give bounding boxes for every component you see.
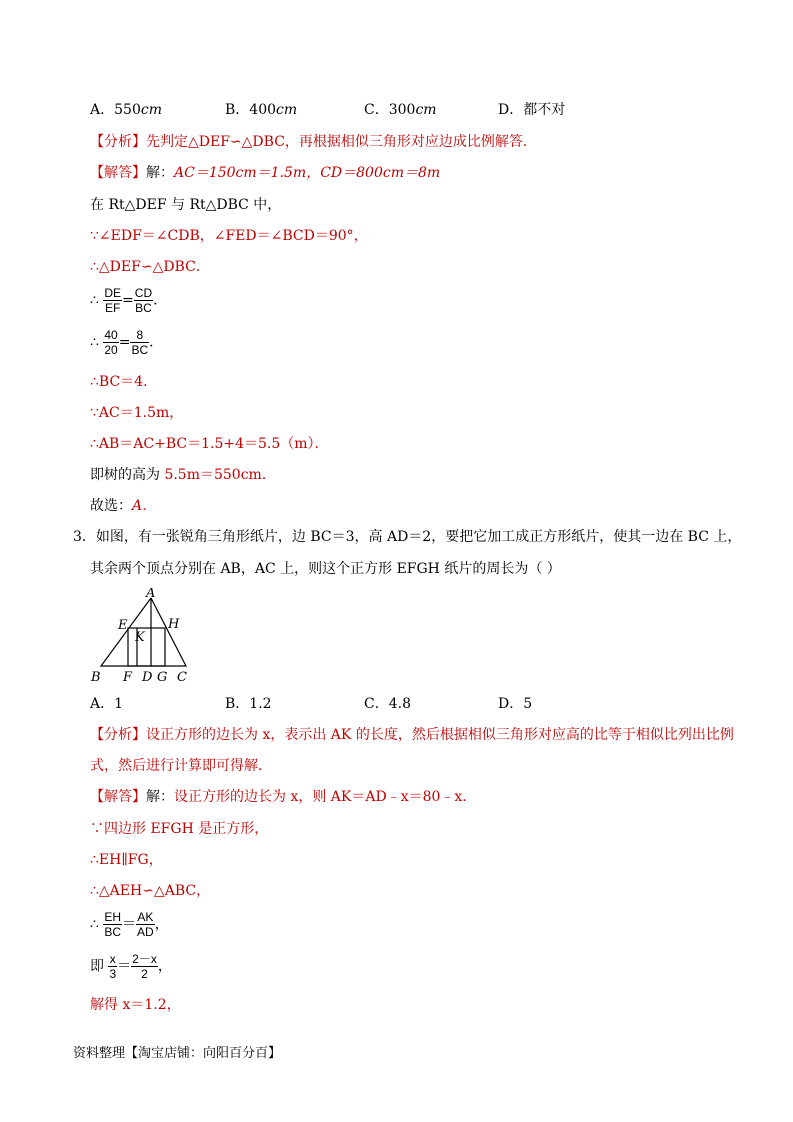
square-efgh	[128, 628, 165, 666]
q2-solution-line: ∴△DEF∽△DBC．	[90, 259, 210, 275]
label-b: B	[91, 670, 101, 684]
q3-solution-line: 解得 x＝1.2，	[90, 997, 181, 1013]
q2-solution-line: ∴AB＝AC+BC＝1.5+4＝5.5（m）．	[90, 436, 329, 452]
triangle-figure	[86, 588, 196, 684]
q3-analysis: 【分析】设正方形的边长为 x，表示出 AK 的长度，然后根据相似三角形对应高的比等于相似比列出比例	[90, 727, 734, 743]
q2-solution-line: 在 Rt△DEF 与 Rt△DBC 中，	[90, 197, 282, 213]
label-c: C	[177, 670, 187, 684]
q2-option-d: D．都不对	[498, 102, 566, 118]
q3-analysis-cont: 式，然后进行计算即可得解．	[90, 758, 272, 774]
label-g: G	[157, 670, 168, 684]
q3-option-d: D．5	[498, 696, 533, 712]
q3-proportion-2: 即 $\frac{x}{3}$ ＝ $\frac{2-x}{2}$ ，	[90, 952, 172, 981]
fraction: $\frac{EH}{BC}$	[104, 910, 122, 939]
analysis-tag: 【分析】	[90, 727, 146, 743]
fraction: $\frac{AK}{AD}$	[137, 910, 154, 939]
q3-solution-line: ∴△AEH∽△ABC，	[90, 883, 211, 899]
label-a: A	[146, 588, 156, 601]
label-d: D	[142, 670, 153, 684]
q3-solution-line: ∵四边形 EFGH 是正方形，	[90, 821, 269, 837]
q3-option-a: A．1	[90, 696, 124, 712]
q2-option-a: A．550cm	[90, 102, 162, 118]
label-k: K	[135, 630, 145, 645]
q2-proportion-1: ∴ $\frac{DE}{EF}$ = $\frac{CD}{BC}$ ．	[90, 286, 168, 315]
q2-option-b: B．400cm	[225, 102, 298, 118]
label-e: E	[118, 618, 128, 633]
analysis-tag: 【分析】	[90, 134, 146, 150]
solution-tag: 【解答】	[90, 165, 146, 181]
q2-solution-line: ∵∠EDF＝∠CDB，∠FED＝∠BCD＝90°，	[90, 228, 368, 244]
label-f: F	[123, 670, 133, 684]
page-footer: 资料整理【淘宝店铺：向阳百分百】	[73, 1046, 282, 1061]
solution-tag: 【解答】	[90, 789, 146, 805]
q2-solution-line: ∴BC＝4．	[90, 374, 158, 390]
q2-solution-heading: 【解答】解：AC＝150cm＝1.5m，CD＝800cm＝8m	[90, 165, 441, 181]
fraction: $\frac{DE}{EF}$	[104, 286, 122, 315]
q3-option-c: C．4.8	[364, 696, 411, 712]
q2-option-c: C．300cm	[364, 102, 437, 118]
q3-stem-line: 3．如图，有一张锐角三角形纸片，边 BC＝3，高 AD＝2，要把它加工成正方形纸片，使其一边在 BC 上，	[73, 529, 742, 545]
q3-stem-line: 其余两个顶点分别在 AB，AC 上，则这个正方形 EFGH 纸片的周长为（ ）	[90, 561, 561, 577]
q2-proportion-2: ∴ $\frac{40}{20}$ = $\frac{8}{BC}$ ．	[90, 328, 164, 357]
q2-solution-line: ∵AC＝1.5m，	[90, 405, 184, 421]
q2-analysis: 【分析】先判定△DEF∽△DBC，再根据相似三角形对应边成比例解答．	[90, 134, 537, 150]
fraction: $\frac{x}{3}$	[109, 952, 117, 981]
q3-solution-heading: 【解答】解：设正方形的边长为 x，则 AK＝AD﹣x＝80﹣x．	[90, 789, 477, 805]
fraction: $\frac{CD}{BC}$	[134, 286, 153, 315]
q2-answer: 故选：A．	[90, 498, 157, 514]
fraction: $\frac{40}{20}$	[104, 328, 118, 357]
fraction: $\frac{2-x}{2}$	[132, 952, 157, 981]
label-h: H	[168, 617, 180, 632]
q2-solution-line: 即树的高为 5.5m＝550cm．	[90, 467, 276, 483]
q3-solution-line: ∴EH∥FG，	[90, 852, 163, 868]
q3-proportion-1: ∴ $\frac{EH}{BC}$ ＝ $\frac{AK}{AD}$ ，	[90, 910, 169, 939]
q3-option-b: B．1.2	[225, 696, 272, 712]
fraction: $\frac{8}{BC}$	[131, 328, 149, 357]
